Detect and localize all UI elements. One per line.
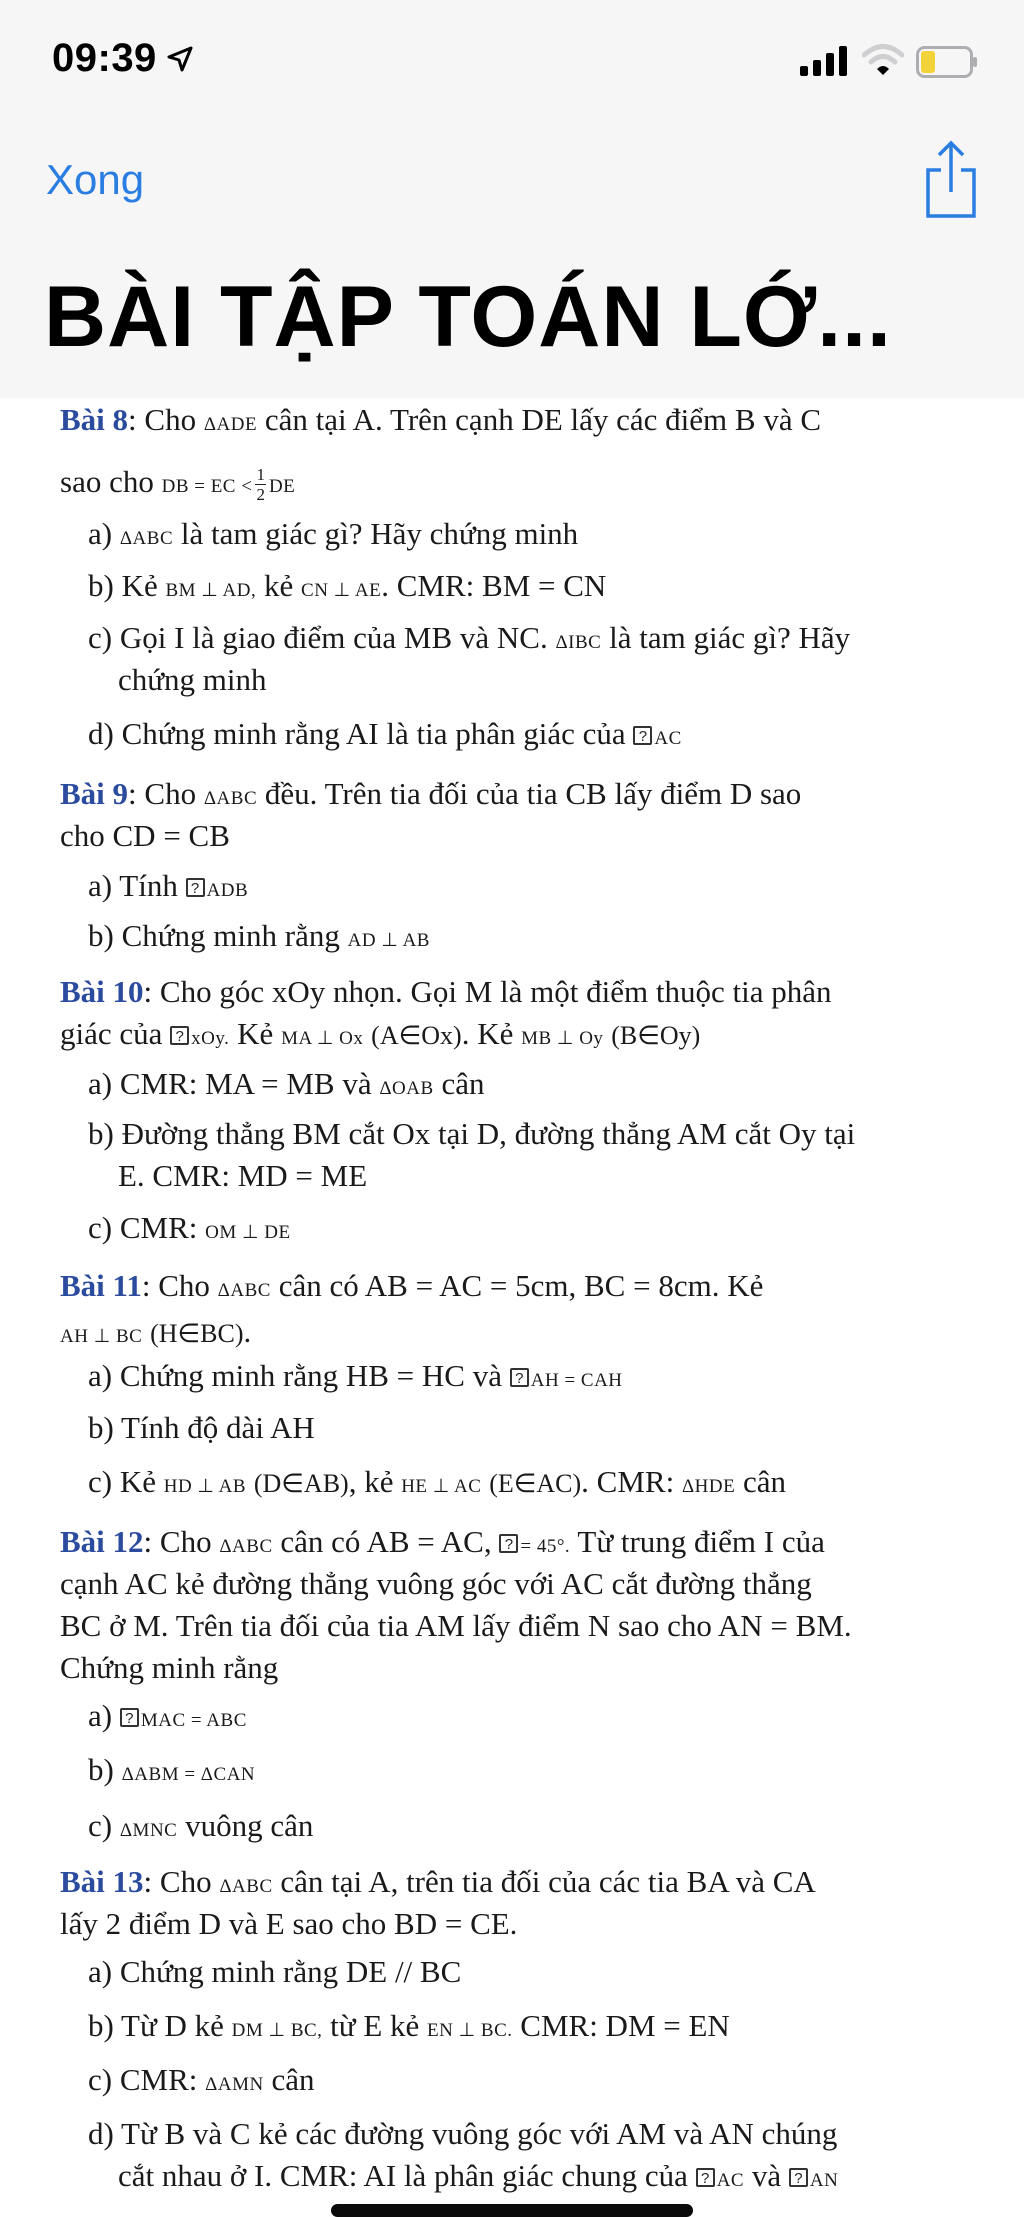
text-segment: OM ⊥ DE: [205, 1222, 291, 1243]
text-segment: cân tại A, trên tia đối của các tia BA và CA: [272, 1864, 816, 1899]
top-bar: [0, 0, 1024, 398]
text-segment: . Kẻ: [461, 1016, 522, 1051]
text-segment: AH ⊥ BC: [60, 1326, 143, 1347]
bai11-part-a: [88, 1358, 623, 1399]
text-segment: (E∈AC): [489, 1469, 582, 1498]
text-segment: b) Đường thẳng BM cắt Ox tại D, đường thẳng AM cắt Oy tại: [88, 1116, 856, 1151]
bai8-part-c-cont: [118, 662, 267, 698]
location-arrow-icon: [165, 44, 195, 74]
text-segment: . CMR:: [581, 1464, 682, 1499]
text-segment: c) Gọi I là giao điểm của MB và NC.: [88, 620, 556, 655]
text-segment: (D∈AB): [253, 1469, 349, 1498]
text-segment: 1: [256, 465, 265, 485]
text-segment: ΔABC: [119, 528, 174, 549]
text-segment: Kẻ: [229, 1016, 282, 1051]
text-segment: : Cho: [143, 1524, 220, 1559]
bai11-part-c: [88, 1464, 786, 1505]
text-segment: (H∈BC): [150, 1319, 244, 1348]
text-segment: AN: [809, 2170, 839, 2191]
text-segment: lấy 2 điểm D và E sao cho BD = CE.: [60, 1906, 518, 1941]
text-segment: . CMR: BM = CN: [381, 568, 607, 603]
text-segment: a): [88, 516, 120, 551]
text-segment: ΔIBC: [555, 632, 602, 653]
text-segment: DE: [268, 476, 296, 497]
text-segment: E. CMR: MD = ME: [118, 1158, 368, 1193]
text-segment: Bài 9: [60, 776, 129, 811]
bai8-part-c: [88, 620, 850, 661]
text-segment: : Cho: [141, 1268, 218, 1303]
status-time: 09:39: [52, 36, 157, 80]
text-segment: c) Kẻ: [88, 1464, 164, 1499]
text-segment: và: [744, 2158, 789, 2193]
bai12-line-2: [60, 1566, 812, 1602]
text-segment: ΔABC: [217, 1280, 271, 1301]
bai12-part-b: [88, 1752, 255, 1793]
text-segment: DM ⊥ BC,: [231, 2020, 323, 2041]
text-segment: HE ⊥ AC: [401, 1476, 482, 1497]
text-segment: CMR: DM = EN: [512, 2008, 730, 2043]
text-segment: cân tại A. Trên cạnh DE lấy các điểm B và C: [257, 402, 822, 437]
text-segment: Bài 8: [60, 402, 129, 437]
text-segment: Từ trung điểm I của: [570, 1524, 825, 1559]
text-segment: ΔABC: [219, 1536, 273, 1557]
bai10-line-2: [60, 1016, 700, 1057]
text-segment: vuông cân: [177, 1808, 314, 1843]
text-segment: cân có AB = AC,: [272, 1524, 500, 1559]
text-segment: MAC = ABC: [140, 1710, 247, 1731]
angle-symbol-icon: ?: [789, 2168, 808, 2187]
share-icon[interactable]: [922, 140, 980, 218]
text-segment: cân: [433, 1066, 485, 1101]
text-segment: b) Từ D kẻ: [88, 2008, 232, 2043]
text-segment: AC: [716, 2170, 745, 2191]
bai9-line-2: [60, 818, 230, 854]
home-indicator[interactable]: [331, 2204, 693, 2217]
text-segment: là tam giác gì? Hãy: [601, 620, 851, 655]
bai11-part-b: [88, 1410, 315, 1446]
text-segment: AC: [654, 728, 682, 749]
text-segment: HD ⊥ AB: [163, 1476, 247, 1497]
bai9-part-a: [88, 868, 248, 909]
text-segment: b) Tính độ dài AH: [88, 1410, 315, 1445]
text-segment: : Cho: [128, 402, 204, 437]
bai11-line-1: [60, 1268, 763, 1309]
text-segment: DB = EC <: [161, 476, 253, 497]
text-segment: kẻ: [256, 568, 302, 603]
text-segment: (A∈Ox): [371, 1021, 462, 1050]
text-segment: ΔADE: [203, 414, 258, 435]
text-segment: a) Chứng minh rằng HB = HC và: [88, 1358, 510, 1393]
bai8-part-a: [88, 516, 578, 557]
text-segment: ΔABM = ΔCAN: [121, 1764, 256, 1785]
bai13-part-b: [88, 2008, 730, 2049]
text-segment: xOy.: [191, 1028, 230, 1049]
text-segment: MB ⊥ Oy: [521, 1028, 604, 1049]
text-segment: b) Chứng minh rằng: [88, 918, 348, 953]
text-segment: ΔOAB: [379, 1078, 434, 1099]
angle-symbol-icon: ?: [499, 1534, 518, 1553]
text-segment: từ E kẻ: [322, 2008, 428, 2043]
text-segment: ΔMNC: [119, 1820, 178, 1841]
bai9-part-b: [88, 918, 430, 959]
bai13-part-d: [88, 2116, 837, 2152]
text-segment: d) Từ B và C kẻ các đường vuông góc với AM và AN chúng: [88, 2116, 838, 2151]
text-segment: CN ⊥ AE: [301, 580, 382, 601]
text-segment: c): [88, 1808, 120, 1843]
text-segment: EN ⊥ BC.: [427, 2020, 513, 2041]
bai12-part-a: [88, 1698, 247, 1739]
text-segment: d) Chứng minh rằng AI là tia phân giác của: [88, 716, 634, 751]
battery-icon: [916, 46, 978, 78]
bai13-part-c: [88, 2062, 314, 2103]
text-segment: giác của: [60, 1016, 171, 1051]
cellular-signal-icon: [798, 46, 850, 76]
text-segment: BC ở M. Trên tia đối của tia AM lấy điểm N sao cho AN = BM.: [60, 1608, 852, 1643]
bai9-line-1: [60, 776, 801, 817]
bai13-line-2: [60, 1906, 517, 1942]
text-segment: AD ⊥ AB: [347, 930, 430, 951]
bai12-line-3: [60, 1608, 852, 1644]
bai13-part-d-cont: [118, 2158, 838, 2199]
angle-symbol-icon: ?: [633, 726, 652, 745]
text-segment: Bài 12: [60, 1524, 144, 1559]
text-segment: .: [243, 1314, 252, 1349]
text-segment: sao cho: [60, 464, 162, 499]
bai11-line-2: [60, 1314, 251, 1355]
text-segment: Bài 10: [60, 974, 144, 1009]
text-segment: b): [88, 1752, 122, 1787]
text-segment: đều. Trên tia đối của tia CB lấy điểm D sao: [257, 776, 802, 811]
text-segment: : Cho góc xOy nhọn. Gọi M là một điểm thuộc tia phân: [143, 974, 832, 1009]
bai8-part-b: [88, 568, 606, 609]
text-segment: cân: [735, 1464, 786, 1499]
bai10-part-b-cont: [118, 1158, 367, 1194]
text-segment: ADB: [206, 880, 249, 901]
text-segment: ΔHDE: [681, 1476, 736, 1497]
bai12-line-4: [60, 1650, 278, 1686]
text-segment: a) Chứng minh rằng DE // BC: [88, 1954, 462, 1989]
text-segment: AH = CAH: [530, 1370, 623, 1391]
text-segment: (B∈Oy): [611, 1021, 701, 1050]
done-button[interactable]: Xong: [46, 156, 145, 203]
text-segment: là tam giác gì? Hãy chứng minh: [173, 516, 579, 551]
text-segment: Bài 11: [60, 1268, 142, 1303]
text-segment: , kẻ: [348, 1464, 402, 1499]
bai12-line-1: [60, 1524, 825, 1565]
text-segment: : Cho: [128, 776, 204, 811]
text-segment: a) CMR: MA = MB và: [88, 1066, 380, 1101]
text-segment: cạnh AC kẻ đường thẳng vuông góc với AC cắt đường thẳng: [60, 1566, 812, 1601]
bai10-part-a: [88, 1066, 484, 1107]
bai12-part-c: [88, 1808, 313, 1849]
angle-symbol-icon: ?: [186, 878, 205, 897]
angle-symbol-icon: ?: [510, 1368, 529, 1387]
text-segment: cắt nhau ở I. CMR: AI là phân giác chung của: [118, 2158, 696, 2193]
bai10-part-b: [88, 1116, 855, 1152]
text-segment: cho CD = CB: [60, 818, 230, 853]
text-segment: cân: [263, 2062, 315, 2097]
document-content: [0, 398, 1024, 2217]
text-segment: Bài 13: [60, 1864, 144, 1899]
text-segment: ΔABC: [203, 788, 258, 809]
text-segment: b) Kẻ: [88, 568, 166, 603]
wifi-icon: [862, 44, 904, 76]
text-segment: : Cho: [143, 1864, 220, 1899]
bai13-line-1: [60, 1864, 816, 1905]
bai8-part-d: [88, 716, 682, 757]
page-title: BÀI TẬP TOÁN LỚ...: [44, 269, 892, 365]
text-segment: 2: [256, 485, 265, 505]
text-segment: c) CMR:: [88, 2062, 206, 2097]
status-bar: [0, 0, 1024, 130]
text-segment: ΔAMN: [205, 2074, 264, 2095]
text-segment: a): [88, 1698, 120, 1733]
text-segment: cân có AB = AC = 5cm, BC = 8cm. Kẻ: [270, 1268, 764, 1303]
bai8-line-1: [60, 402, 821, 443]
text-segment: = 45°.: [520, 1536, 571, 1557]
bai13-part-a: [88, 1954, 461, 1990]
bai10-part-c: [88, 1210, 291, 1251]
text-segment: a) Tính: [88, 868, 186, 903]
angle-symbol-icon: ?: [170, 1026, 189, 1045]
text-segment: MA ⊥ Ox: [281, 1028, 364, 1049]
text-segment: BM ⊥ AD,: [165, 580, 257, 601]
bai10-line-1: [60, 974, 832, 1010]
text-segment: ΔABC: [219, 1876, 273, 1897]
bai8-line-2: [60, 464, 295, 505]
text-segment: chứng minh: [118, 662, 267, 697]
text-segment: c) CMR:: [88, 1210, 206, 1245]
angle-symbol-icon: ?: [120, 1708, 139, 1727]
angle-symbol-icon: ?: [696, 2168, 715, 2187]
text-segment: Chứng minh rằng: [60, 1650, 279, 1685]
fraction: [255, 465, 266, 504]
